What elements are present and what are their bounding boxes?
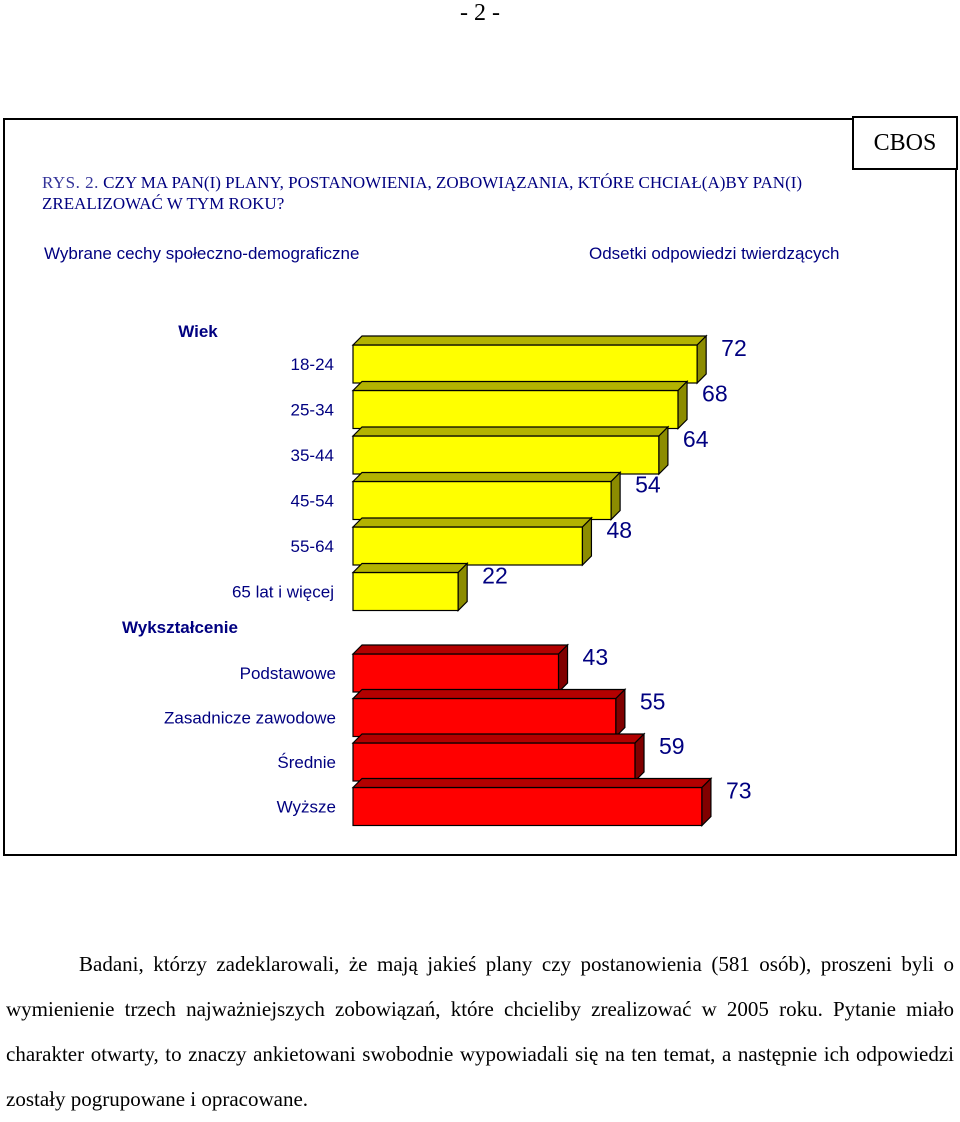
bar-side-1-3 — [702, 779, 711, 826]
bar-side-0-4 — [582, 518, 591, 565]
value-label: 72 — [721, 335, 747, 361]
figure-question: CZY MA PAN(I) PLANY, POSTANOWIENIA, ZOBOWIĄZANIA, KTÓRE CHCIAŁ(A)BY PAN(I) ZREALIZOWAĆ W TYM ROKU? — [42, 173, 803, 213]
bar-side-1-2 — [635, 734, 644, 781]
value-label: 59 — [659, 733, 685, 759]
bar-0-5 — [353, 573, 458, 611]
bar-1-1 — [353, 699, 616, 737]
bar-side-0-2 — [659, 427, 668, 474]
category-label: Średnie — [277, 753, 336, 772]
source-label: CBOS — [852, 116, 958, 170]
description-paragraph: Badani, którzy zadeklarowali, że mają jakieś plany czy postanowienia (581 osób), proszeni byli o wymienienie trzech najważniejszych zobowiązań, które chcieliby zrealizować w 2005 roku. Pytanie miało charakter otwarty, to znaczy ankietowani swobodnie wypowiadali się na ten temat, a następnie ich odpowiedzi zostały pogrupowane i opracowane. — [6, 952, 954, 1111]
left-column-header: Wybrane cechy społeczno-demograficzne — [44, 244, 360, 263]
category-label: Wyższe — [276, 797, 336, 817]
bar-0-2 — [353, 436, 659, 474]
value-label: 55 — [639, 688, 666, 715]
bar-0-1 — [353, 391, 678, 429]
bar-0-3 — [353, 482, 611, 520]
category-label: 25-34 — [290, 400, 334, 420]
figure-number: RYS. 2. — [42, 173, 99, 192]
bar-0-4 — [353, 527, 582, 565]
bar-top-0-0 — [353, 336, 706, 345]
bar-1-2 — [353, 743, 635, 781]
value-label: 68 — [702, 380, 728, 407]
category-label: Podstawowe — [239, 664, 336, 683]
category-label: 45-54 — [290, 491, 334, 511]
right-column-header: Odsetki odpowiedzi twierdzących — [589, 244, 840, 263]
bar-side-0-3 — [611, 473, 620, 520]
bar-top-1-3 — [353, 779, 711, 788]
bar-top-0-3 — [353, 473, 620, 482]
bar-1-3 — [353, 788, 702, 826]
value-label: 73 — [725, 777, 752, 804]
bar-top-1-0 — [353, 645, 568, 654]
bar-side-0-5 — [458, 564, 467, 611]
bar-top-0-4 — [353, 518, 591, 527]
bar-1-0 — [353, 654, 559, 692]
category-label: 35-44 — [290, 446, 334, 465]
page-number: - 2 - — [460, 0, 500, 26]
bar-side-0-0 — [697, 336, 706, 383]
bar-side-0-1 — [678, 382, 687, 429]
bar-side-1-1 — [616, 690, 625, 737]
value-label: 48 — [606, 517, 633, 543]
category-label: 65 lat i więcej — [231, 582, 334, 602]
bar-top-0-5 — [353, 564, 467, 573]
category-label: 55-64 — [290, 537, 334, 556]
category-label: Zasadnicze zawodowe — [164, 708, 336, 728]
bar-top-1-2 — [353, 734, 644, 743]
group-label-education: Wykształcenie — [122, 618, 238, 637]
bar-side-1-0 — [559, 645, 568, 692]
value-label: 43 — [582, 644, 609, 670]
group-label-age: Wiek — [178, 322, 218, 341]
value-label: 64 — [682, 426, 709, 452]
category-label: 18-24 — [290, 355, 334, 374]
bar-top-0-1 — [353, 382, 687, 391]
value-label: 54 — [635, 471, 661, 498]
bar-0-0 — [353, 345, 697, 383]
value-label: 22 — [482, 562, 508, 589]
bar-top-1-1 — [353, 690, 625, 699]
bar-top-0-2 — [353, 427, 668, 436]
